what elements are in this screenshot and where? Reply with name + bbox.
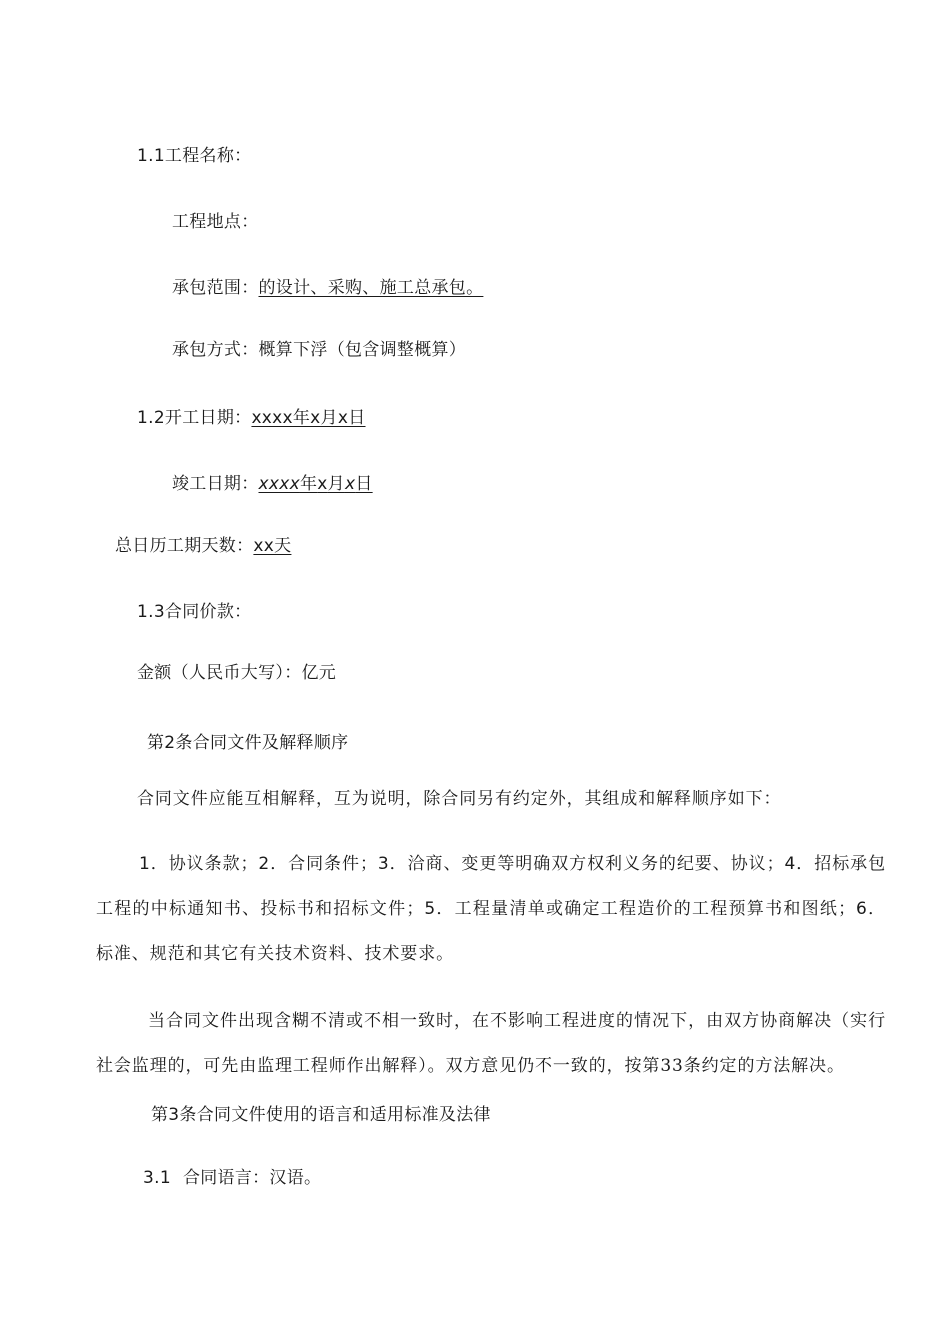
contract-method-label: 承包方式：: [172, 340, 259, 360]
total-days: [115, 535, 291, 557]
finish-date-value: [259, 474, 373, 494]
finish-date: [172, 473, 373, 495]
conflict-text-part2: 条约定的方法解决。: [683, 1056, 845, 1076]
article-3-heading: 第3条合同文件使用的语言和适用标准及法律: [151, 1105, 491, 1125]
start-date: [137, 407, 366, 429]
finish-date-month-char: 月: [327, 474, 345, 494]
contract-scope: [172, 277, 483, 299]
start-date-value: xxxx年x月x日: [251, 408, 366, 428]
finish-date-year: xxxx: [258, 474, 300, 494]
contract-language: [143, 1167, 321, 1189]
project-location-label: 工程地点：: [172, 212, 259, 232]
contract-price-label: 1.3合同价款：: [137, 602, 252, 622]
finish-date-month: x: [317, 474, 328, 494]
conflict-text-part1: 当合同文件出现含糊不清或不相一致时，在不影响工程进度的情况下，由双方协商解决（实行社会监理的，可先由监理工程师作出解释）。双方意见仍不一致的，按第: [96, 1011, 886, 1076]
contract-method-value: 概算下浮（包含调整概算）: [258, 340, 467, 360]
contract-method: [172, 339, 466, 361]
article-2-intro: 合同文件应能互相解释，互为说明，除合同另有约定外，其组成和解释顺序如下：: [137, 789, 782, 809]
contract-scope-value: 的设计、采购、施工总承包。: [258, 278, 484, 298]
start-date-label: 1.2开工日期：: [137, 408, 252, 428]
contract-amount-label: 金额（人民币大写）：亿元: [137, 663, 337, 683]
conflict-article-number: 33: [660, 1056, 684, 1076]
total-days-label: 总日历工期天数：: [115, 536, 254, 556]
article-2-heading: 第2条合同文件及解释顺序: [147, 733, 349, 753]
finish-date-year-char: 年: [299, 474, 318, 494]
contract-language-number: 3.1: [143, 1168, 171, 1188]
article-2-conflict-paragraph: [96, 999, 886, 1089]
project-name-label: 1.1工程名称：: [137, 146, 252, 166]
contract-language-text: 合同语言：汉语。: [182, 1168, 322, 1188]
contract-scope-label: 承包范围：: [172, 278, 259, 298]
finish-date-label: 竣工日期：: [172, 474, 259, 494]
article-2-items-paragraph: 1．协议条款；2．合同条件；3．洽商、变更等明确双方权利义务的纪要、协议；4．招标承包工程的中标通知书、投标书和招标文件；5．工程量清单或确定工程造价的工程预算书和图纸；6．标准、规范和其它有关技术资料、技术要求。: [96, 854, 886, 964]
total-days-value: xx天: [253, 536, 292, 556]
finish-date-day-char: 日: [355, 474, 373, 494]
finish-date-day: x: [344, 474, 356, 494]
